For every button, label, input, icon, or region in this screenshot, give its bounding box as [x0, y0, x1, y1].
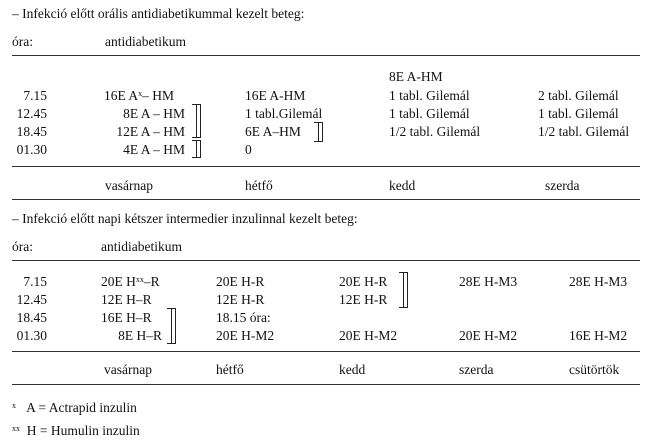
s2-bracket-a2 — [403, 272, 408, 308]
s2-cell-1-3: 20E H-R — [339, 274, 388, 289]
s2-cell-2-2: 12E H-R — [216, 292, 265, 307]
s2-bracket-b2 — [171, 308, 176, 344]
section1-bottom-rule — [12, 199, 640, 200]
s1-time-1: 7.15 — [23, 88, 47, 103]
s1-cell-3-4: 1/2 tabl. Gilemál — [538, 124, 630, 139]
section1-time-label: óra: — [12, 34, 33, 49]
s2-cell-2-3: 12E H-R — [339, 292, 388, 307]
s1-cell-1-2: 16E A-HM — [245, 88, 306, 103]
s2-cell-4-2: 20E H-M2 — [216, 328, 275, 343]
s1-cell-3-2: 6E A–HM — [245, 124, 301, 139]
s2-cell-1-4: 28E H-M3 — [459, 274, 518, 289]
s2-cell-4-5: 16E H-M2 — [569, 328, 628, 343]
s1-cell-2-3: 1 tabl. Gilemál — [389, 106, 470, 121]
s2-cell-4-4: 20E H-M2 — [459, 328, 518, 343]
s2-cell-2-1: 12E H–R — [101, 292, 152, 307]
s1-cell-1-3: 1 tabl. Gilemál — [389, 88, 470, 103]
s1-day-2: hétfő — [245, 178, 273, 193]
s2-time-3: 18.45 — [16, 310, 47, 325]
s1-cell-1-1: 16E $A^x-$ HM — [104, 88, 175, 103]
s1-bracket-b2 — [196, 140, 201, 158]
s1-cell-4-1: 4E A – HM — [123, 142, 185, 157]
s2-cell-4-3: 20E H-M2 — [339, 328, 398, 343]
s2-day-4: szerda — [459, 362, 494, 377]
s1-cell-3-1: 12E A – HM — [116, 124, 185, 139]
s2-cell-1-5: 28E H-M3 — [569, 274, 628, 289]
section2-title: – Infekció előtt napi kétszer intermedier inzulinnal kezelt beteg: — [12, 211, 358, 226]
s1-cell-2-2: 1 tabl.Gilemál — [245, 106, 323, 121]
s2-cell-3-1: 16E H–R — [101, 310, 152, 325]
s2-cell-1-1: 20E $H^{xx}-R$ — [101, 274, 160, 289]
s2-cell-1-2: 20E H-R — [216, 274, 265, 289]
s1-cell-1-4: 2 tabl. Gilemál — [538, 88, 619, 103]
section2-time-label: óra: — [12, 239, 33, 254]
footnote-2: $^{xx}$ H = Humulin inzulin — [12, 423, 140, 438]
s2-day-5: csütörtök — [569, 362, 620, 377]
section2-top-rule — [12, 260, 640, 261]
section2-mid-rule — [12, 351, 640, 352]
section1-top-rule — [12, 55, 640, 56]
section1-title: – Infekció előtt orális antidiabetikummal kezelt beteg: — [12, 6, 305, 21]
s2-day-1: vasárnap — [104, 362, 152, 377]
section1-mid-rule — [12, 166, 640, 167]
s2-time-4: 01.30 — [16, 328, 47, 343]
s1-day-1: vasárnap — [105, 178, 153, 193]
s2-time-2: 12.45 — [16, 292, 47, 307]
section2-drug-label: antidiabetikum — [101, 239, 182, 254]
s1-bracket-c2 — [318, 122, 323, 142]
s2-day-3: kedd — [339, 362, 366, 377]
s1-time-4: 01.30 — [16, 142, 47, 157]
s1-bracket-a2 — [196, 104, 201, 138]
s1-time-2: 12.45 — [16, 106, 47, 121]
s1-cell-4-2: 0 — [245, 142, 252, 157]
s2-cell-3-2: 18.15 óra: — [216, 310, 271, 325]
s1-cell-3-3: 1/2 tabl. Gilemál — [389, 124, 481, 139]
s2-cell-4-1: 8E H–R — [118, 328, 162, 343]
s1-cell-2-4: 1 tabl. Gilemál — [538, 106, 619, 121]
s1-cell-2-1: 8E A – HM — [123, 106, 185, 121]
s1-day-4: szerda — [545, 178, 580, 193]
s1-time-3: 18.45 — [16, 124, 47, 139]
footnote-1: $^x$ A = Actrapid inzulin — [12, 400, 137, 415]
s2-day-2: hétfő — [216, 362, 244, 377]
s1-day-3: kedd — [389, 178, 416, 193]
section2-bottom-rule — [12, 384, 640, 385]
s2-time-1: 7.15 — [23, 274, 47, 289]
section1-header-extra: 8E A-HM — [389, 69, 443, 84]
section1-drug-label: antidiabetikum — [105, 34, 186, 49]
